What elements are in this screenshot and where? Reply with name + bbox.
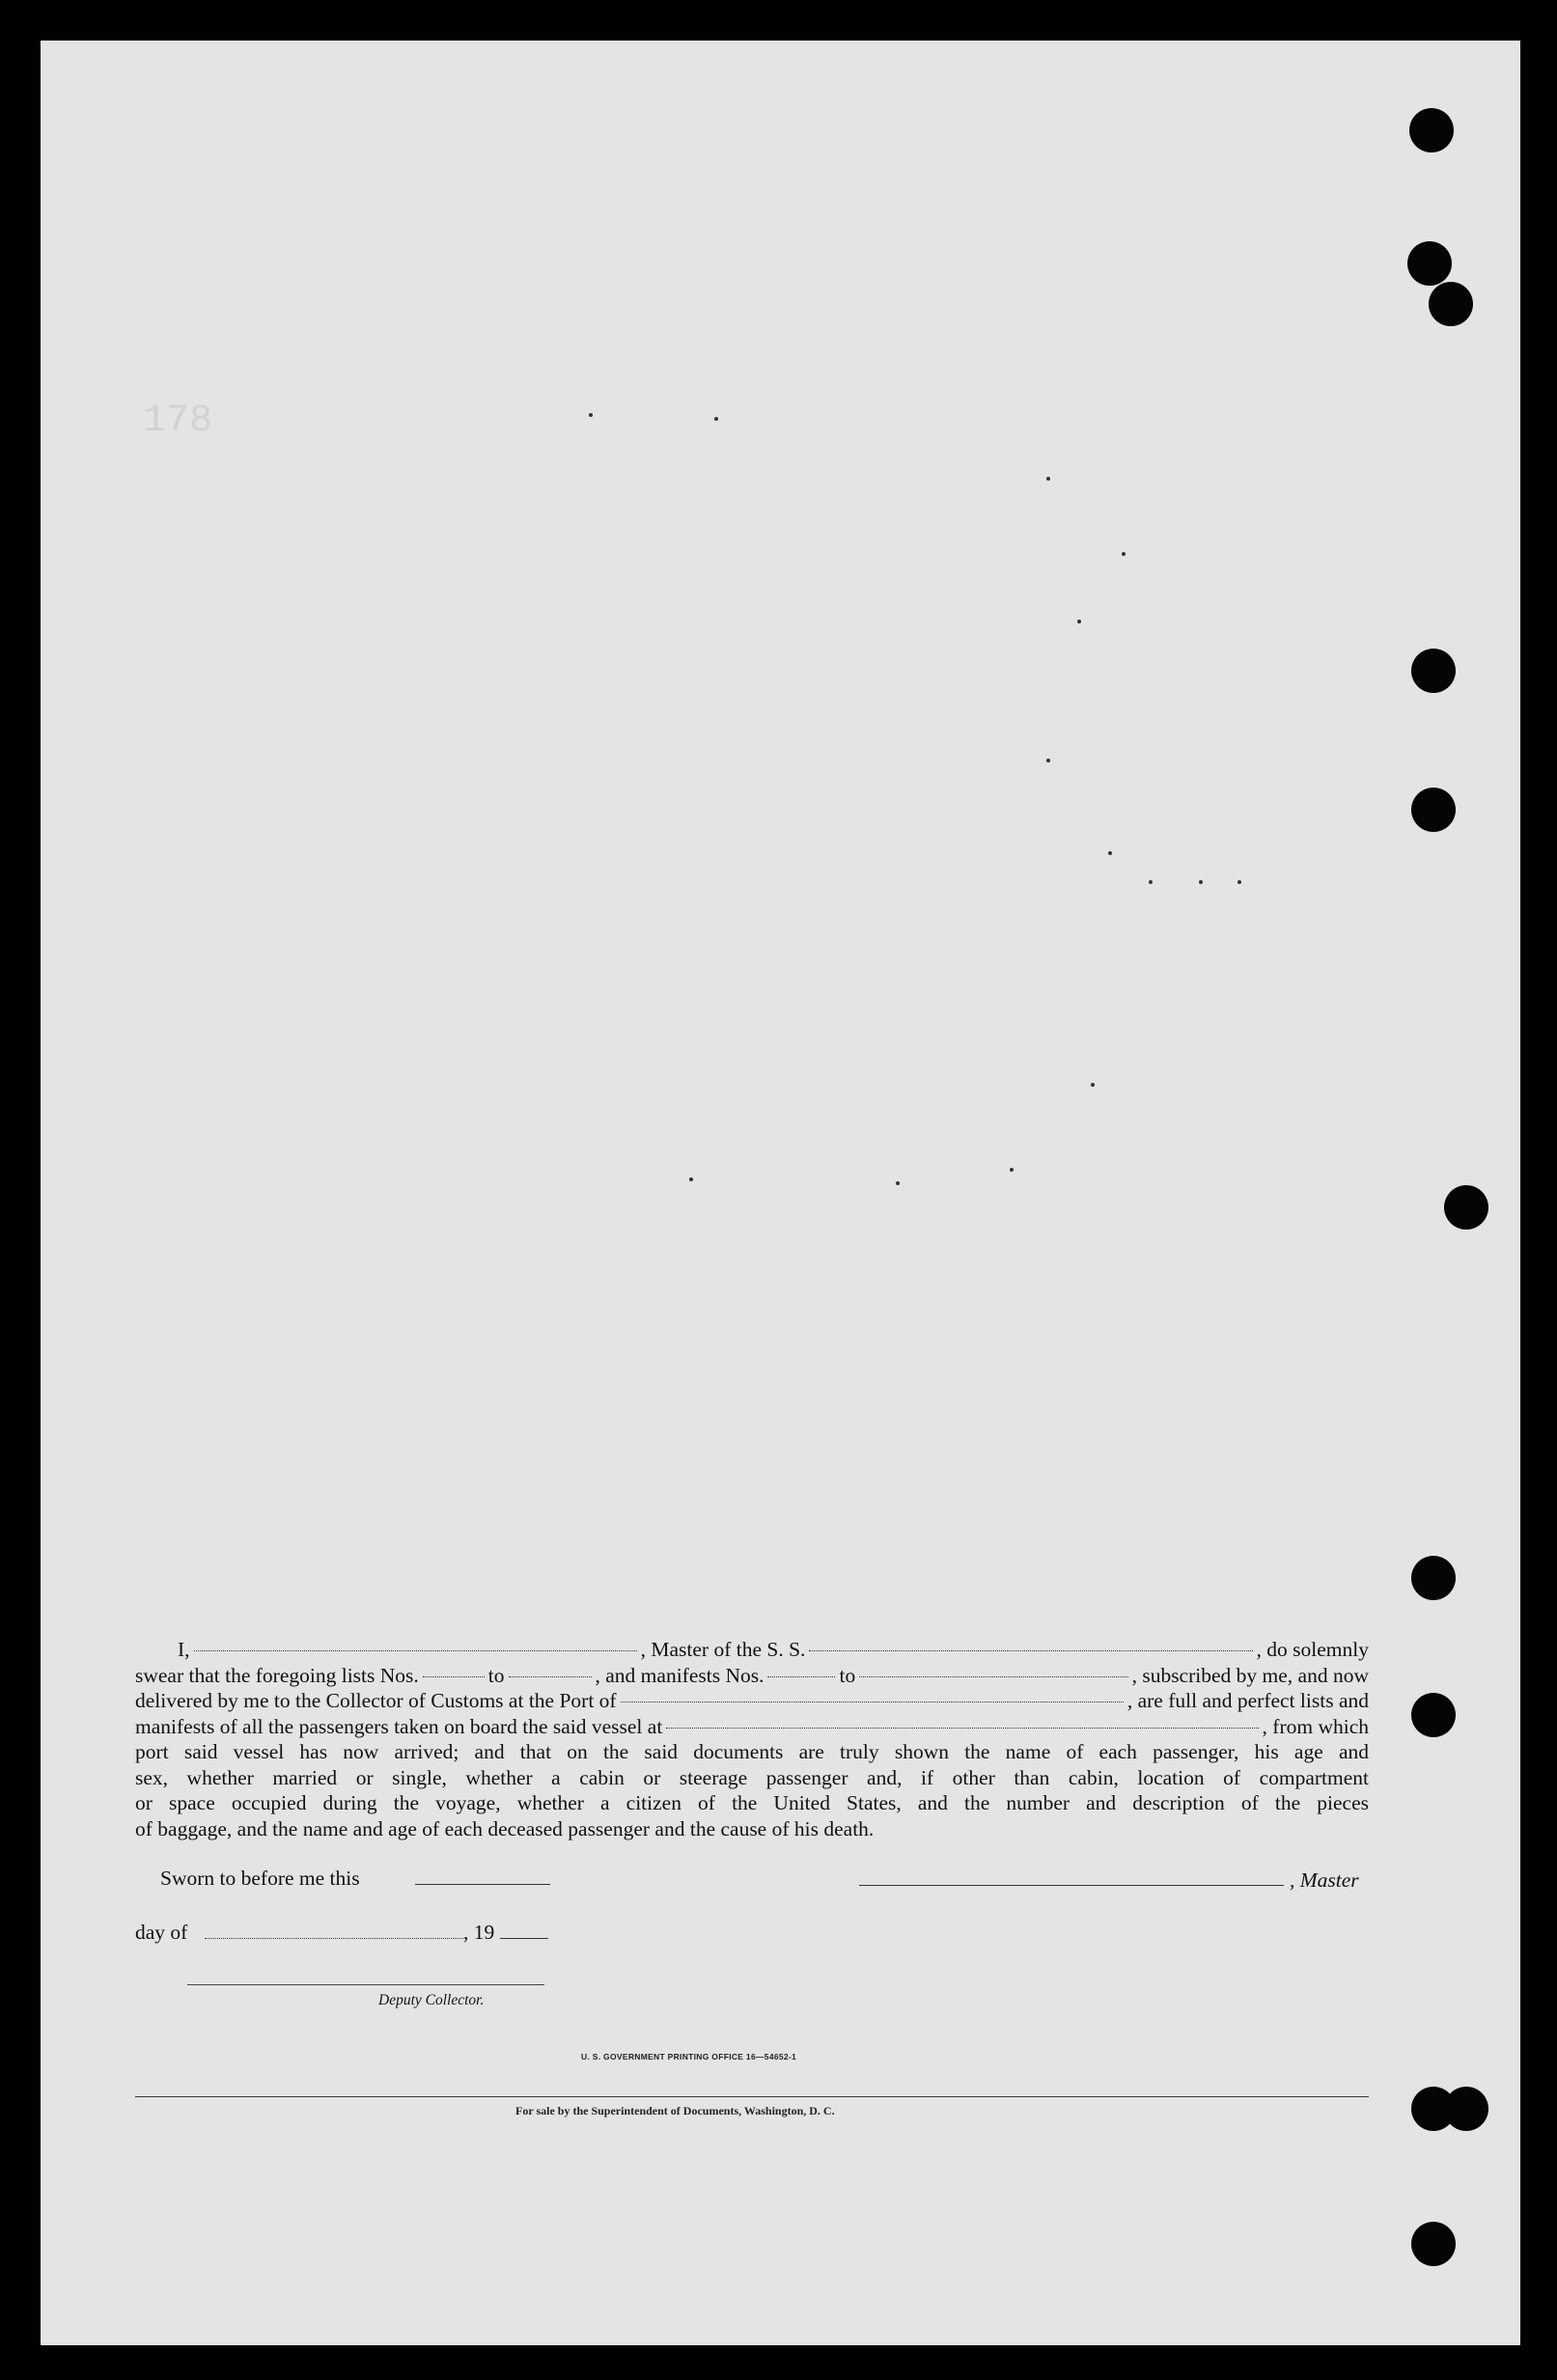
oath-line-1 xyxy=(135,1637,1369,1663)
punch-hole-icon xyxy=(1411,1693,1456,1737)
ink-speck xyxy=(1091,1083,1095,1087)
punch-hole-icon xyxy=(1444,2087,1488,2131)
bleed-through-number: 178 xyxy=(143,400,213,443)
footer-rule xyxy=(135,2096,1369,2097)
ink-speck xyxy=(1237,880,1241,884)
manifest-to-field[interactable] xyxy=(859,1676,1127,1677)
ink-speck xyxy=(1122,552,1126,556)
oath-text: , are full and perfect lists and xyxy=(1126,1689,1369,1712)
oath-line-6: sex, whether married or single, whether a cabin or steerage passenger and, if other than cabin, location of compartment xyxy=(135,1765,1369,1789)
punch-hole-icon xyxy=(1411,2222,1456,2266)
document-page xyxy=(41,41,1520,2345)
oath-text: to xyxy=(487,1663,505,1687)
oath-ship-label: , Master of the S. S. xyxy=(640,1638,806,1661)
punch-hole-icon xyxy=(1411,1556,1456,1600)
month-field[interactable] xyxy=(205,1938,463,1939)
oath-line-4 xyxy=(135,1714,1369,1740)
punch-hole-icon xyxy=(1444,1185,1488,1230)
ink-speck xyxy=(1046,759,1050,762)
departure-port-field[interactable] xyxy=(666,1728,1258,1729)
ink-speck xyxy=(1108,851,1112,855)
deputy-signature-field[interactable] xyxy=(187,1984,544,1985)
year-field[interactable] xyxy=(500,1938,548,1939)
punch-hole-icon xyxy=(1411,649,1456,693)
oath-text: , subscribed by me, and now xyxy=(1131,1663,1369,1687)
master-label: , Master xyxy=(1290,1868,1359,1892)
oath-text: manifests of all the passengers taken on board the said vessel at xyxy=(135,1714,663,1738)
year-prefix: , 19 xyxy=(463,1921,495,1944)
master-oath-paragraph xyxy=(135,1637,1369,1841)
oath-line-5: port said vessel has now arrived; and that on the said documents are truly shown the name of each passenger, his age and xyxy=(135,1740,1369,1763)
list-from-field[interactable] xyxy=(423,1676,485,1677)
ship-name-field[interactable] xyxy=(809,1650,1252,1651)
oath-text: , from which xyxy=(1262,1714,1369,1738)
ink-speck xyxy=(689,1177,693,1181)
oath-text: swear that the foregoing lists Nos. xyxy=(135,1663,419,1687)
sworn-date-field[interactable] xyxy=(415,1884,550,1885)
ink-speck xyxy=(589,413,593,417)
printing-office-imprint: U. S. GOVERNMENT PRINTING OFFICE 16—54652-1 xyxy=(581,2052,797,2062)
manifest-from-field[interactable] xyxy=(767,1676,835,1677)
oath-line-7: or space occupied during the voyage, whether a citizen of the United States, and the number and description of the pieces xyxy=(135,1791,1369,1814)
list-to-field[interactable] xyxy=(509,1676,592,1677)
day-of-label: day of xyxy=(135,1921,188,1944)
ink-speck xyxy=(896,1181,900,1185)
oath-intro: I, xyxy=(178,1638,190,1661)
deputy-collector-label: Deputy Collector. xyxy=(378,1992,485,2008)
oath-solemnly: , do solemnly xyxy=(1256,1638,1369,1661)
master-signature-field[interactable] xyxy=(859,1885,1284,1886)
oath-text: delivered by me to the Collector of Customs at the Port of xyxy=(135,1689,617,1712)
ink-speck xyxy=(1046,477,1050,481)
ink-speck xyxy=(1010,1168,1014,1172)
ink-speck xyxy=(1199,880,1203,884)
ink-speck xyxy=(1149,880,1153,884)
punch-hole-icon xyxy=(1409,108,1454,152)
oath-text: , and manifests Nos. xyxy=(595,1663,765,1687)
master-name-field[interactable] xyxy=(194,1650,637,1651)
punch-hole-icon xyxy=(1407,241,1452,286)
oath-line-8: of baggage, and the name and age of each deceased passenger and the cause of his death. xyxy=(135,1816,875,1840)
oath-line-2 xyxy=(135,1663,1369,1689)
ink-speck xyxy=(1077,620,1081,623)
punch-hole-icon xyxy=(1429,282,1473,326)
ink-speck xyxy=(714,417,718,421)
for-sale-notice: For sale by the Superintendent of Documents, Washington, D. C. xyxy=(515,2104,835,2117)
sworn-label: Sworn to before me this xyxy=(160,1867,360,1890)
oath-text: to xyxy=(839,1663,856,1687)
punch-hole-icon xyxy=(1411,788,1456,832)
oath-line-3 xyxy=(135,1688,1369,1714)
